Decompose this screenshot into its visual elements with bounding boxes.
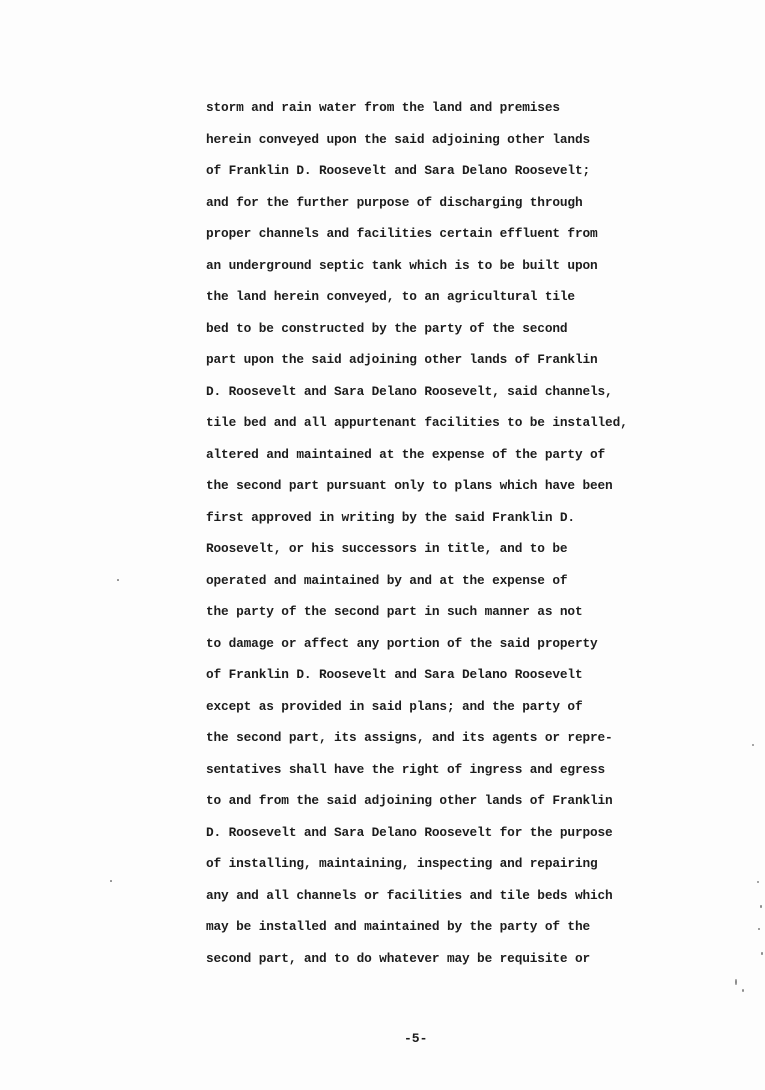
scan-speck bbox=[742, 989, 744, 992]
text-line: of installing, maintaining, inspecting and repairing bbox=[206, 856, 598, 871]
text-line: any and all channels or facilities and tile beds which bbox=[206, 887, 613, 903]
text-line: second part, and to do whatever may be requisite or bbox=[206, 950, 590, 966]
text-line: herein conveyed upon the said adjoining other lands bbox=[206, 131, 590, 147]
text-line: storm and rain water from the land and premises bbox=[206, 100, 560, 115]
scan-speck bbox=[761, 952, 763, 955]
text-line: and for the further purpose of discharging through bbox=[206, 194, 583, 210]
text-line: the second part, its assigns, and its agents or repre- bbox=[206, 730, 613, 745]
scan-speck bbox=[752, 744, 754, 746]
scan-speck bbox=[757, 881, 759, 883]
scan-speck bbox=[110, 880, 112, 882]
text-line: the party of the second part in such manner as not bbox=[206, 604, 583, 619]
text-line: the land herein conveyed, to an agricultural tile bbox=[206, 289, 575, 304]
text-line: an underground septic tank which is to be built upon bbox=[206, 257, 598, 273]
text-line: D. Roosevelt and Sara Delano Roosevelt for the purpose bbox=[206, 824, 613, 840]
text-line: may be installed and maintained by the party of the bbox=[206, 919, 590, 934]
text-line: first approved in writing by the said Franklin D. bbox=[206, 509, 575, 525]
scan-speck bbox=[758, 928, 760, 930]
text-line: of Franklin D. Roosevelt and Sara Delano Roosevelt; bbox=[206, 163, 590, 178]
text-line: of Franklin D. Roosevelt and Sara Delano Roosevelt bbox=[206, 667, 583, 682]
text-line: operated and maintained by and at the expense of bbox=[206, 572, 568, 588]
document-body-text bbox=[206, 97, 676, 979]
page-number: -5- bbox=[404, 1031, 428, 1046]
text-line: altered and maintained at the expense of the party of bbox=[206, 446, 606, 462]
text-line: proper channels and facilities certain effluent from bbox=[206, 226, 598, 241]
text-line: D. Roosevelt and Sara Delano Roosevelt, said channels, bbox=[206, 383, 613, 399]
scan-speck bbox=[760, 905, 762, 908]
text-line: sentatives shall have the right of ingress and egress bbox=[206, 761, 606, 777]
scan-speck bbox=[735, 979, 737, 985]
scan-speck bbox=[117, 579, 119, 581]
text-line: tile bed and all appurtenant facilities to be installed, bbox=[206, 415, 628, 430]
text-line: bed to be constructed by the party of the second bbox=[206, 320, 568, 336]
text-line: the second part pursuant only to plans which have been bbox=[206, 478, 613, 493]
text-line: to and from the said adjoining other lands of Franklin bbox=[206, 793, 613, 808]
text-line: part upon the said adjoining other lands of Franklin bbox=[206, 352, 598, 367]
text-line: to damage or affect any portion of the said property bbox=[206, 635, 598, 651]
text-line: Roosevelt, or his successors in title, and to be bbox=[206, 541, 568, 556]
text-line: except as provided in said plans; and the party of bbox=[206, 698, 583, 714]
